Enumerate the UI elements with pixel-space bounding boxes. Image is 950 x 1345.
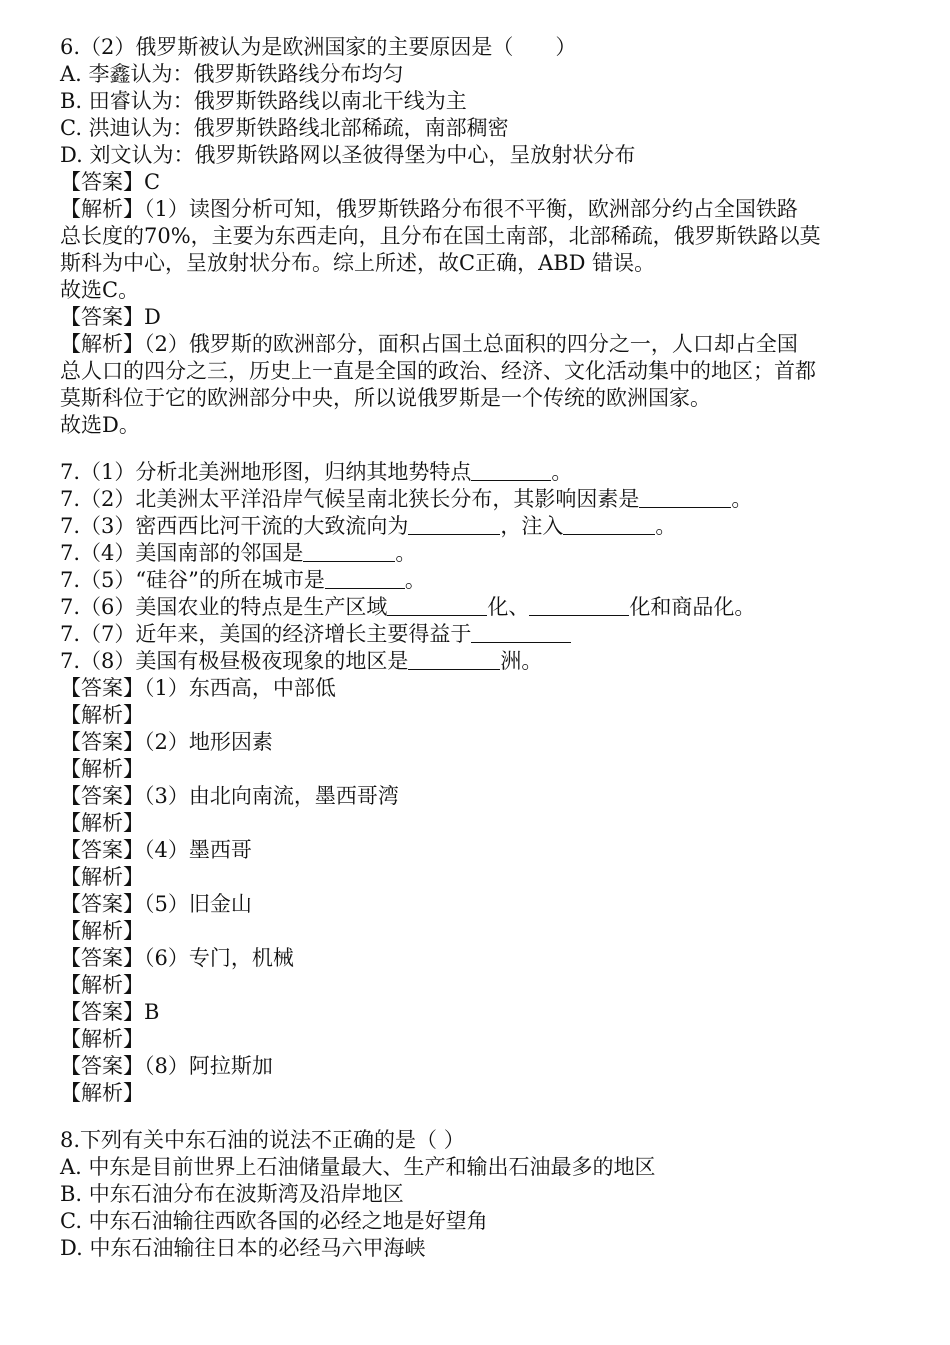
section-gap: [60, 1107, 900, 1127]
q6-option-c: C. 洪迪认为：俄罗斯铁路线北部稀疏，南部稠密: [60, 116, 509, 140]
q7-analysis-8: 【解析】: [60, 1081, 144, 1105]
q6-analysis-1-line-1: 【解析】（1）读图分析可知，俄罗斯铁路分布很不平衡，欧洲部分约占全国铁路: [60, 197, 798, 221]
q7-answer-5: 【答案】（5）旧金山: [60, 892, 252, 916]
answer-blank: [303, 541, 395, 562]
q7-sub-6: [60, 594, 900, 621]
answer-blank: [408, 649, 500, 670]
q6-answer-1: 【答案】C: [60, 170, 161, 194]
q6-analysis-2-line-2: 总人口的四分之三，历史上一直是全国的政治、经济、文化活动集中的地区；首都: [60, 359, 816, 383]
q7-answer-3: 【答案】（3）由北向南流，墨西哥湾: [60, 784, 399, 808]
q7-analysis-2: 【解析】: [60, 757, 144, 781]
q6-analysis-1-line-3: 斯科为中心，呈放射状分布。综上所述，故C正确，ABD 错误。: [60, 251, 656, 275]
q7-sub-8: [60, 648, 900, 675]
q7-answer-4: 【答案】（4）墨西哥: [60, 838, 252, 862]
q7-sub-6-end: 化和商品化。: [629, 595, 756, 619]
q7-sub-5: [60, 567, 900, 594]
answer-blank: [529, 595, 629, 616]
q7-sub-3-end: 。: [655, 514, 677, 538]
q7-sub-4-end: 。: [395, 541, 417, 565]
answer-blank: [387, 595, 487, 616]
q7-sub-2-end: 。: [731, 487, 753, 511]
q7-sub-1: [60, 459, 900, 486]
q7-sub-6-text: 7.（6）美国农业的特点是生产区域: [60, 595, 388, 619]
q7-sub-6-mid: 化、: [487, 595, 530, 619]
q6-analysis-2-line-3: 莫斯科位于它的欧洲部分中央，所以说俄罗斯是一个传统的欧洲国家。: [60, 386, 711, 410]
q7-sub-1-text: 7.（1）分析北美洲地形图，归纳其地势特点: [60, 460, 472, 484]
q6-stem: 6.（2）俄罗斯被认为是欧洲国家的主要原因是（ ）: [60, 35, 577, 59]
section-gap: [60, 439, 900, 459]
q7-analysis-6: 【解析】: [60, 973, 144, 997]
q7-sub-5-end: 。: [404, 568, 426, 592]
q7-analysis-7: 【解析】: [60, 1027, 144, 1051]
q6-analysis-1-line-2: 总长度的70%，主要为东西走向，且分布在国土南部，北部稀疏，俄罗斯铁路以莫: [60, 224, 821, 248]
q7-sub-1-end: 。: [551, 460, 573, 484]
q6-option-d: D. 刘文认为：俄罗斯铁路网以圣彼得堡为中心，呈放射状分布: [60, 143, 636, 167]
answer-blank: [325, 568, 405, 589]
q7-answer-6: 【答案】（6）专门，机械: [60, 946, 294, 970]
q8-option-d: D. 中东石油输往日本的必经马六甲海峡: [60, 1236, 426, 1260]
q7-answer-8: 【答案】（8）阿拉斯加: [60, 1054, 273, 1078]
q7-sub-3: [60, 513, 900, 540]
q7-sub-3-mid: ，注入: [500, 514, 564, 538]
q7-sub-5-text: 7.（5）“硅谷”的所在城市是: [60, 568, 325, 592]
q7-answer-2: 【答案】（2）地形因素: [60, 730, 273, 754]
document-page: [60, 34, 900, 1262]
q8-option-b: B. 中东石油分布在波斯湾及沿岸地区: [60, 1182, 404, 1206]
q8-stem: 8.下列有关中东石油的说法不正确的是（ ）: [60, 1128, 465, 1152]
q7-analysis-5: 【解析】: [60, 919, 144, 943]
q7-sub-8-end: 洲。: [500, 649, 543, 673]
q7-sub-2: [60, 486, 900, 513]
q7-sub-4-text: 7.（4）美国南部的邻国是: [60, 541, 304, 565]
q7-analysis-1: 【解析】: [60, 703, 144, 727]
q8-option-c: C. 中东石油输往西欧各国的必经之地是好望角: [60, 1209, 488, 1233]
answer-blank: [408, 514, 500, 535]
answer-blank: [471, 460, 551, 481]
q6-option-b: B. 田睿认为：俄罗斯铁路线以南北干线为主: [60, 89, 467, 113]
q7-sub-4: [60, 540, 900, 567]
q8-option-a: A. 中东是目前世界上石油储量最大、生产和输出石油最多的地区: [60, 1155, 656, 1179]
q7-analysis-3: 【解析】: [60, 811, 144, 835]
q7-analysis-4: 【解析】: [60, 865, 144, 889]
q7-sub-3-text: 7.（3）密西西比河干流的大致流向为: [60, 514, 409, 538]
q7-answer-7: 【答案】B: [60, 1000, 160, 1024]
answer-blank: [639, 487, 731, 508]
q7-sub-7: [60, 621, 900, 648]
q6-option-a: A. 李鑫认为：俄罗斯铁路线分布均匀: [60, 62, 404, 86]
q7-sub-7-text: 7.（7）近年来，美国的经济增长主要得益于: [60, 622, 472, 646]
answer-blank: [471, 622, 571, 643]
q6-answer-2: 【答案】D: [60, 305, 161, 329]
q7-answer-1: 【答案】（1）东西高，中部低: [60, 676, 336, 700]
q7-sub-2-text: 7.（2）北美洲太平洋沿岸气候呈南北狭长分布，其影响因素是: [60, 487, 640, 511]
q6-analysis-2-line-1: 【解析】（2）俄罗斯的欧洲部分，面积占国土总面积的四分之一，人口却占全国: [60, 332, 798, 356]
q6-conclusion-2: 故选D。: [60, 413, 140, 437]
q6-conclusion-1: 故选C。: [60, 278, 140, 302]
q7-sub-8-text: 7.（8）美国有极昼极夜现象的地区是: [60, 649, 409, 673]
answer-blank: [563, 514, 655, 535]
